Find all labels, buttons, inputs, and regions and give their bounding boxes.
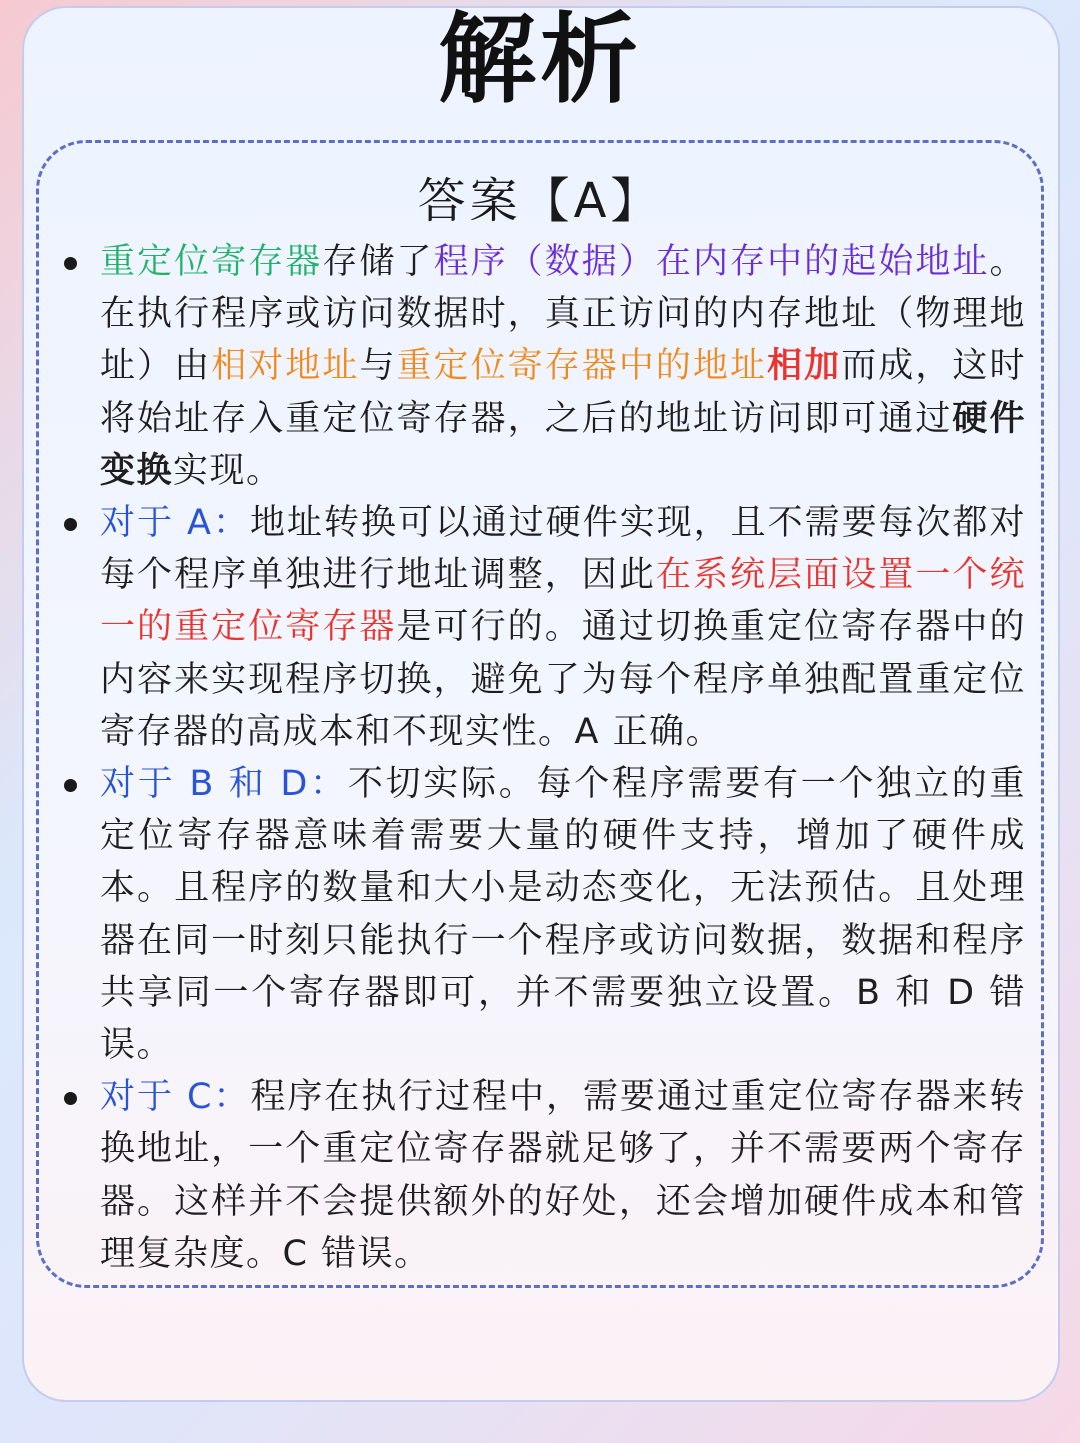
bullet-icon [64,518,77,531]
text-segment: 对于 B 和 D： [100,764,348,805]
text-segment: 相对地址 [211,346,360,387]
text-segment: 重定位寄存器中的地址 [396,346,768,387]
text-segment: 存储了 [322,242,434,282]
explanation-list [100,236,1026,1280]
text-segment: 而成，这时将始址存入重定位寄存器，之后的地址访问即可通过 [100,346,1026,439]
answer-heading: 答案【A】 [417,173,663,229]
text-segment: 硬件变换 [100,398,1026,491]
text-segment: 地址转换可以通过硬件实现，且不需要每次都对每个程序单独进行地址调整，因此 [100,503,1026,596]
page-title: 解析 [437,3,642,117]
text-segment: 。在执行程序或访问数据时，真正访问的内存地址（物理地址）由 [100,242,1026,387]
explanation-item [100,497,1026,758]
text-segment: 程序在执行过程中，需要通过重定位寄存器来转换地址，一个重定位寄存器就足够了，并不需要两个寄存器。这样并不会提供额外的好处，还会增加硬件成本和管理复杂度。C 错误。 [100,1077,1026,1274]
text-segment: 相加 [767,346,842,387]
explanation-item [100,758,1026,1071]
text-segment: 不切实际。每个程序需要有一个独立的重定位寄存器意味着需要大量的硬件支持，增加了硬件成本。且程序的数量和大小是动态变化，无法预估。且处理器在同一时刻只能执行一个程序或访问数据，数据和程序共享同一个寄存器即可，并不需要独立设置。B 和 D 错误。 [100,764,1026,1066]
bullet-icon [64,257,77,270]
text-segment: 与 [359,346,397,387]
text-segment: 程序（数据）在内存中的起始地址 [433,242,990,282]
text-segment: 重定位寄存器 [100,242,323,282]
text-segment: 对于 A： [100,503,250,544]
text-segment: 在系统层面设置一个统一的重定位寄存器 [100,555,1026,648]
explanation-item [100,1071,1026,1280]
explanation-item [100,236,1026,497]
text-segment: 对于 C： [100,1077,251,1118]
bullet-icon [64,779,77,792]
text-segment: 是可行的。通过切换重定位寄存器中的内容来实现程序切换，避免了为每个程序单独配置重定位寄存器的高成本和不现实性。A 正确。 [100,607,1026,752]
text-segment: 实现。 [173,450,283,491]
